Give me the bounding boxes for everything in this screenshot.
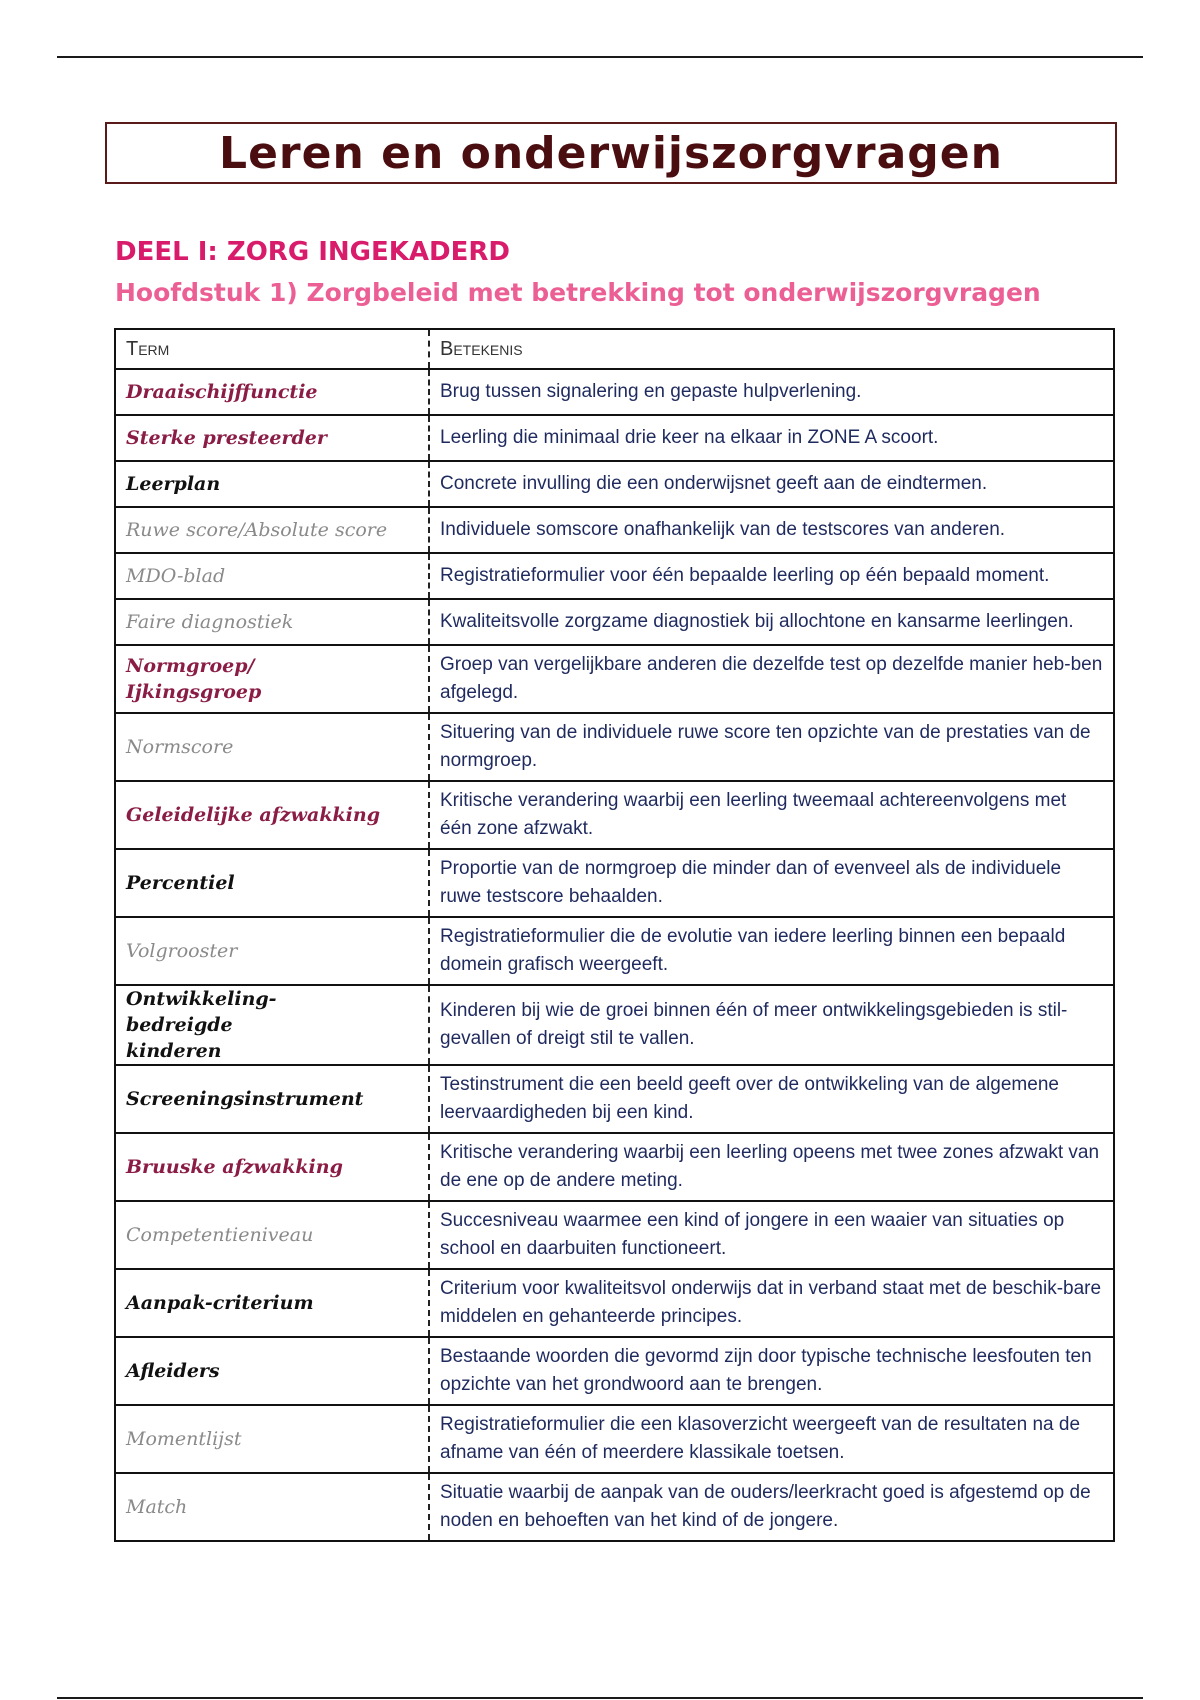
- definition-cell: Brug tussen signalering en gepaste hulpverlening.: [440, 381, 862, 402]
- table-row: [115, 985, 1114, 1065]
- definition-cell: Succesniveau waarmee een kind of jongere in een waaier van situaties op school en daarbuiten functioneert.: [440, 1210, 1065, 1259]
- term-cell: Momentlijst: [126, 1428, 242, 1450]
- chapter-heading: Hoofdstuk 1) Zorgbeleid met betrekking tot onderwijszorgvragen: [115, 278, 1041, 307]
- table-row: [115, 1405, 1114, 1473]
- header-definition: Betekenis: [429, 329, 1114, 369]
- term-cell: Leerplan: [126, 473, 221, 495]
- term-cell: Ontwikkeling-bedreigde kinderen: [126, 988, 277, 1062]
- definition-cell: Kritische verandering waarbij een leerling tweemaal achtereenvolgens met één zone afzwakt.: [440, 790, 1067, 839]
- definition-cell: Situering van de individuele ruwe score ten opzichte van de prestaties van de normgroep.: [440, 722, 1091, 771]
- definition-cell: Criterium voor kwaliteitsvol onderwijs dat in verband staat met de beschik-bare middelen en gehanteerde principes.: [440, 1278, 1102, 1327]
- definition-cell: Individuele somscore onafhankelijk van de testscores van anderen.: [440, 519, 1006, 540]
- definition-cell: Bestaande woorden die gevormd zijn door typische technische leesfouten ten opzichte van het grondwoord aan te brengen.: [440, 1346, 1092, 1395]
- table-row: [115, 1201, 1114, 1269]
- term-cell: Percentiel: [126, 872, 235, 894]
- top-rule: [57, 56, 1143, 58]
- definition-cell: Situatie waarbij de aanpak van de ouders/leerkracht goed is afgestemd op de noden en behoeften van het kind of de jongere.: [440, 1482, 1091, 1531]
- definition-cell: Registratieformulier die een klasoverzicht weergeeft van de resultaten na de afname van één of meerdere klassikale toetsen.: [440, 1414, 1081, 1463]
- table-row: [115, 1473, 1114, 1541]
- term-cell: Ruwe score/Absolute score: [126, 519, 388, 541]
- term-cell: MDO-blad: [126, 565, 226, 587]
- term-cell: Geleidelijke afzwakking: [126, 804, 380, 826]
- term-cell: Normgroep/ Ijkingsgroep: [126, 655, 262, 703]
- table-row: [115, 1337, 1114, 1405]
- table-row: [115, 917, 1114, 985]
- table-row: [115, 461, 1114, 507]
- table-header-row: [115, 329, 1114, 369]
- table-row: [115, 849, 1114, 917]
- definition-cell: Registratieformulier voor één bepaalde leerling op één bepaald moment.: [440, 565, 1050, 586]
- term-cell: Draaischijffunctie: [126, 381, 318, 403]
- table-row: [115, 369, 1114, 415]
- document-title: Leren en onderwijszorgvragen: [219, 127, 1003, 179]
- definition-cell: Leerling die minimaal drie keer na elkaar in ZONE A scoort.: [440, 427, 939, 448]
- definition-cell: Registratieformulier die de evolutie van iedere leerling binnen een bepaald domein grafisch weergeeft.: [440, 926, 1066, 975]
- table-row: [115, 553, 1114, 599]
- terms-table: [114, 328, 1115, 1542]
- bottom-rule: [57, 1697, 1143, 1699]
- definition-cell: Kinderen bij wie de groei binnen één of meer ontwikkelingsgebieden is stil-gevallen of dreigt stil te vallen.: [440, 1000, 1068, 1049]
- definition-cell: Groep van vergelijkbare anderen die dezelfde test op dezelfde manier heb-ben afgelegd.: [440, 654, 1103, 703]
- term-cell: Sterke presteerder: [126, 427, 327, 449]
- term-cell: Afleiders: [126, 1360, 220, 1382]
- table-row: [115, 599, 1114, 645]
- header-term: Term: [115, 329, 429, 369]
- definition-cell: Proportie van de normgroep die minder dan of evenveel als de individuele ruwe testscore behaalden.: [440, 858, 1062, 907]
- table-row: [115, 507, 1114, 553]
- term-cell: Volgrooster: [126, 940, 238, 962]
- table-row: [115, 1133, 1114, 1201]
- title-box: [105, 122, 1117, 184]
- definition-cell: Kritische verandering waarbij een leerling opeens met twee zones afzwakt van de ene op de andere meting.: [440, 1142, 1100, 1191]
- table-row: [115, 1269, 1114, 1337]
- term-cell: Competentieniveau: [126, 1224, 314, 1246]
- part-heading: DEEL I: ZORG INGEKADERD: [115, 237, 510, 267]
- term-cell: Normscore: [126, 736, 234, 758]
- table-row: [115, 645, 1114, 713]
- table-row: [115, 781, 1114, 849]
- term-cell: Match: [126, 1496, 188, 1518]
- definition-cell: Kwaliteitsvolle zorgzame diagnostiek bij allochtone en kansarme leerlingen.: [440, 611, 1074, 632]
- definition-cell: Testinstrument die een beeld geeft over de ontwikkeling van de algemene leervaardigheden bij een kind.: [440, 1074, 1059, 1123]
- table-row: [115, 1065, 1114, 1133]
- term-cell: Bruuske afzwakking: [126, 1156, 343, 1178]
- table-row: [115, 415, 1114, 461]
- term-cell: Faire diagnostiek: [126, 611, 294, 633]
- term-cell: Aanpak-criterium: [126, 1292, 314, 1314]
- table-row: [115, 713, 1114, 781]
- definition-cell: Concrete invulling die een onderwijsnet geeft aan de eindtermen.: [440, 473, 988, 494]
- term-cell: Screeningsinstrument: [126, 1088, 364, 1110]
